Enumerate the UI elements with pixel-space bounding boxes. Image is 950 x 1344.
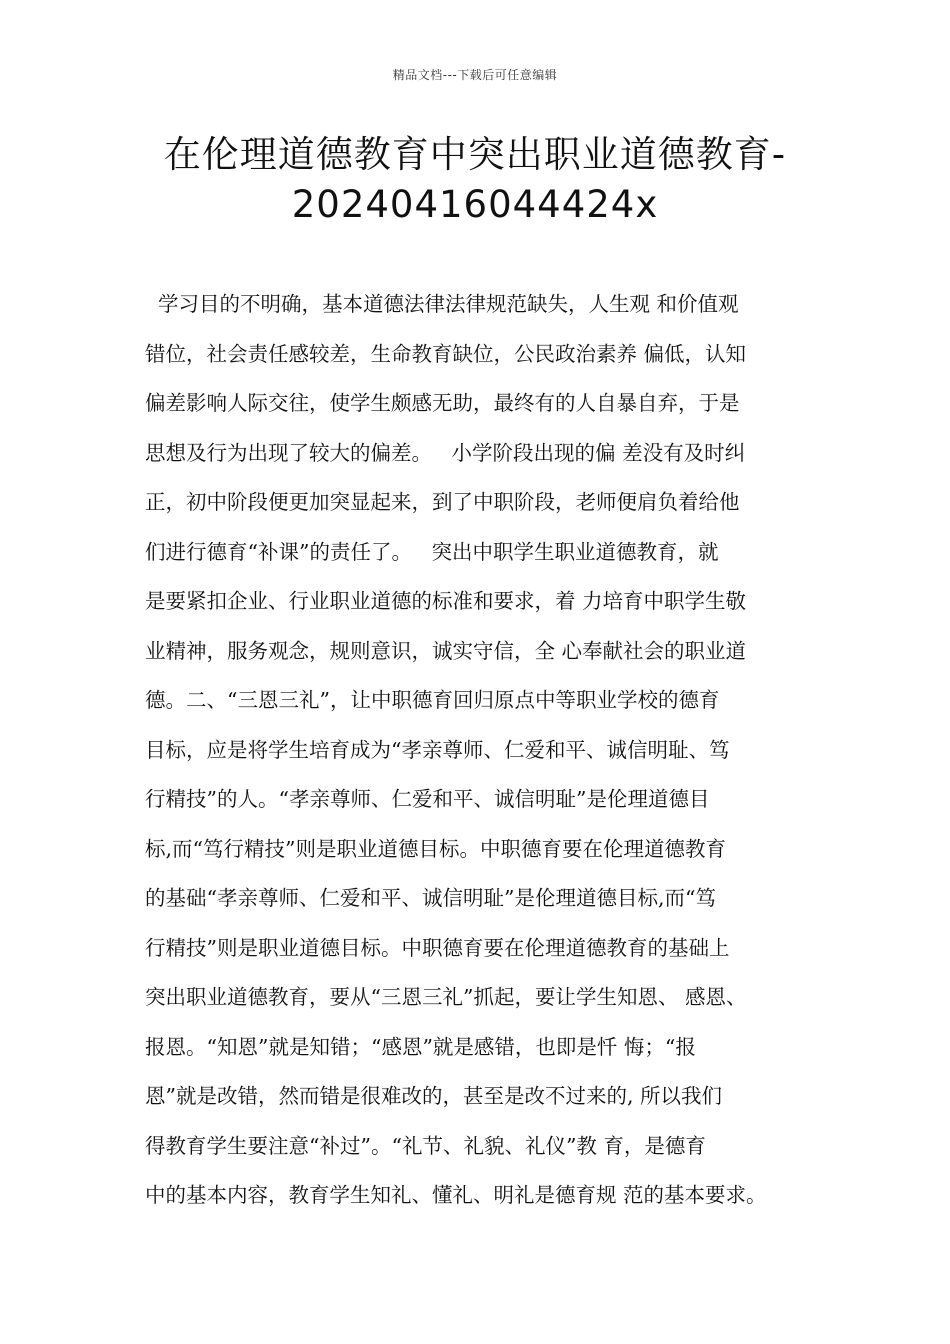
document-title: [60, 130, 890, 230]
document-title-line-1: 在伦理道德教育中突出职业道德教育-: [163, 133, 787, 176]
body-line: 正，初中阶段便更加突显起来，到了中职阶段，老师便肩负着给他: [145, 490, 740, 514]
body-line: 业精神，服务观念，规则意识，诚实守信，全 心奉献社会的职业道: [145, 638, 747, 663]
body-line: 目标，应是将学生培育成为“孝亲尊师、仁爱和平、诚信明耻、笃: [145, 737, 730, 762]
body-line: 错位，社会责任感较差，生命教育缺位，公民政治素养 偏低，认知: [145, 341, 747, 366]
body-line: 突出职业道德教育，要从“三恩三礼”抓起，要让学生知恩、 感恩、: [145, 985, 747, 1009]
body-line: 恩”就是改错，然而错是很难改的，甚至是改不过来的, 所以我们: [145, 1084, 723, 1108]
document-title-line-2: 20240416044424x: [291, 183, 659, 226]
body-line: 中的基本内容，教育学生知礼、懂礼、明礼是德育规 范的基本要求。: [145, 1183, 767, 1207]
body-line: 的基础“孝亲尊师、仁爱和平、诚信明耻”是伦理道德目标,而“笃: [145, 886, 716, 910]
body-line: 们进行德育“补课”的责任了。 突出中职学生职业道德教育，就: [145, 539, 719, 564]
document-body: [145, 280, 845, 1221]
body-line: 偏差影响人际交往，使学生颇感无助，最终有的人自暴自弃，于是: [145, 391, 740, 415]
body-line: 得教育学生要注意“补过”。“礼节、礼貌、礼仪”教 育，是德育: [145, 1133, 706, 1158]
body-line: 是要紧扣企业、行业职业道德的标准和要求，着 力培育中职学生敬: [145, 589, 747, 613]
header-note: 精品文档---下载后可任意编辑: [392, 68, 558, 82]
body-line: 行精技”则是职业道德目标。中职德育要在伦理道德教育的基础上: [145, 935, 730, 960]
body-line: 标,而“笃行精技”则是职业道德目标。中职德育要在伦理道德教育: [145, 836, 726, 861]
body-line: 报恩。“知恩”就是知错；“感恩”就是感错，也即是忏 悔；“报: [145, 1034, 696, 1059]
body-line: 思想及行为出现了较大的偏差。 小学阶段出现的偏 差没有及时纠: [145, 440, 746, 465]
body-line: 行精技”的人。“孝亲尊师、仁爱和平、诚信明耻”是伦理道德目: [145, 787, 710, 811]
body-line: 学习目的不明确，基本道德法律法律规范缺失，人生观 和价值观: [145, 292, 739, 316]
body-line: 德。二、“三恩三礼”，让中职德育回归原点中等职业学校的德育: [145, 688, 720, 712]
